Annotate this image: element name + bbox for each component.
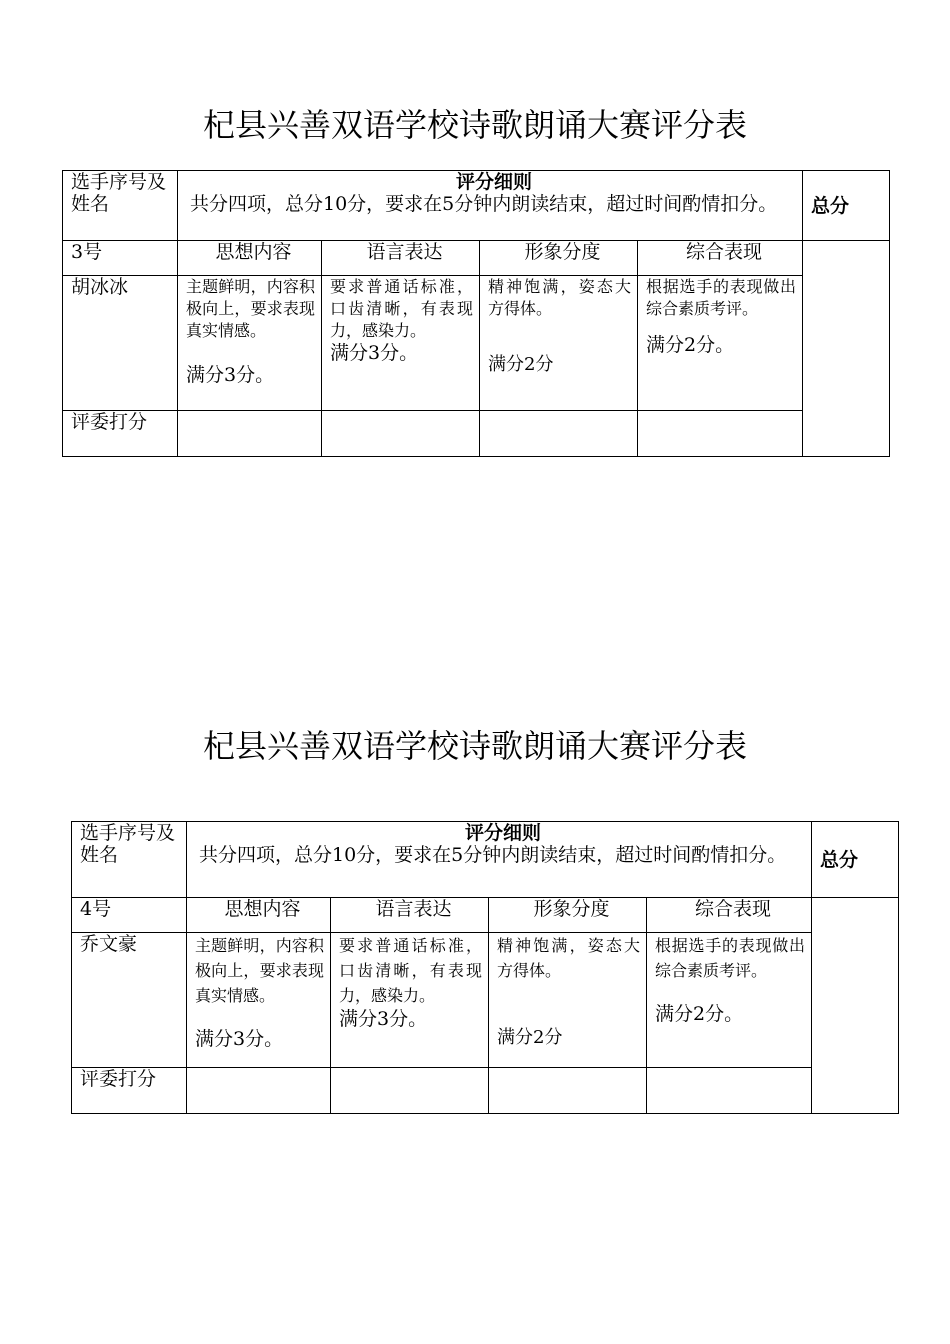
- total-label-cell: [812, 822, 899, 898]
- rules-text: 共分四项，总分10分，要求在5分钟内朗读结束，超过时间酌情扣分。: [199, 844, 787, 866]
- criterion-detail-content: [187, 933, 331, 1068]
- rules-text: 共分四项，总分10分，要求在5分钟内朗读结束，超过时间酌情扣分。: [190, 193, 778, 215]
- rules-title: 评分细则: [456, 171, 533, 193]
- criterion-full-score: 满分2分。: [646, 334, 735, 356]
- criterion-full-score: 满分3分。: [195, 1028, 284, 1050]
- judge-score-image[interactable]: [489, 1068, 647, 1114]
- contestant-name: 乔文豪: [72, 933, 187, 1068]
- rules-title: 评分细则: [465, 822, 542, 844]
- criterion-detail-expression: [322, 276, 480, 411]
- criterion-desc: 主题鲜明，内容积极向上，要求表现真实情感。: [195, 936, 324, 1005]
- contestant-label: 选手序号及姓名: [71, 171, 167, 215]
- judge-score-overall[interactable]: [638, 411, 803, 457]
- judge-score-content[interactable]: [178, 411, 322, 457]
- criterion-label-overall: 综合表现: [647, 898, 812, 933]
- criterion-detail-image: [480, 276, 638, 411]
- criterion-label-content: 思想内容: [178, 241, 322, 276]
- judge-score-overall[interactable]: [647, 1068, 812, 1114]
- criterion-label-image: 形象分度: [489, 898, 647, 933]
- criterion-desc: 要求普通话标准，口齿清晰，有表现力，感染力。: [339, 936, 482, 1005]
- criterion-full-score: 满分3分。: [186, 364, 275, 386]
- criterion-full-score: 满分2分: [488, 354, 554, 375]
- criterion-full-score: 满分3分。: [330, 342, 419, 364]
- rules-cell: [178, 171, 803, 241]
- form-title: 杞县兴善双语学校诗歌朗诵大赛评分表: [202, 106, 747, 144]
- criterion-full-score: 满分2分: [497, 1027, 563, 1048]
- criterion-detail-overall: [647, 933, 812, 1068]
- total-label-cell: [803, 171, 890, 241]
- judge-score-label: 评委打分: [63, 411, 178, 457]
- judge-score-label: 评委打分: [72, 1068, 187, 1114]
- rules-cell: [187, 822, 812, 898]
- criterion-desc: 精神饱满，姿态大方得体。: [497, 936, 640, 980]
- criterion-desc: 根据选手的表现做出综合素质考评。: [646, 277, 797, 318]
- total-label: 总分: [820, 848, 859, 871]
- criterion-detail-image: [489, 933, 647, 1068]
- criterion-desc: 根据选手的表现做出综合素质考评。: [655, 936, 806, 980]
- judge-score-expression[interactable]: [322, 411, 480, 457]
- total-score-cell[interactable]: [803, 241, 890, 457]
- score-table: [71, 821, 899, 1114]
- criterion-label-image: 形象分度: [480, 241, 638, 276]
- total-score-cell[interactable]: [812, 898, 899, 1114]
- criterion-detail-content: [178, 276, 322, 411]
- criterion-desc: 要求普通话标准，口齿清晰，有表现力，感染力。: [330, 277, 473, 340]
- score-table: [62, 170, 890, 457]
- contestant-label: 选手序号及姓名: [80, 822, 176, 866]
- contestant-label-cell: [72, 822, 187, 898]
- criterion-label-expression: 语言表达: [331, 898, 489, 933]
- contestant-label-cell: [63, 171, 178, 241]
- contestant-number: 3号: [63, 241, 178, 276]
- contestant-name: 胡冰冰: [63, 276, 178, 411]
- criterion-label-overall: 综合表现: [638, 241, 803, 276]
- criterion-detail-expression: [331, 933, 489, 1068]
- form-title: 杞县兴善双语学校诗歌朗诵大赛评分表: [202, 727, 747, 765]
- criterion-label-expression: 语言表达: [322, 241, 480, 276]
- judge-score-image[interactable]: [480, 411, 638, 457]
- total-label: 总分: [811, 194, 850, 217]
- criterion-detail-overall: [638, 276, 803, 411]
- criterion-full-score: 满分2分。: [655, 1003, 744, 1025]
- criterion-desc: 精神饱满，姿态大方得体。: [488, 277, 631, 318]
- criterion-desc: 主题鲜明，内容积极向上，要求表现真实情感。: [186, 277, 315, 340]
- criterion-full-score: 满分3分。: [339, 1008, 428, 1030]
- judge-score-expression[interactable]: [331, 1068, 489, 1114]
- contestant-number: 4号: [72, 898, 187, 933]
- criterion-label-content: 思想内容: [187, 898, 331, 933]
- judge-score-content[interactable]: [187, 1068, 331, 1114]
